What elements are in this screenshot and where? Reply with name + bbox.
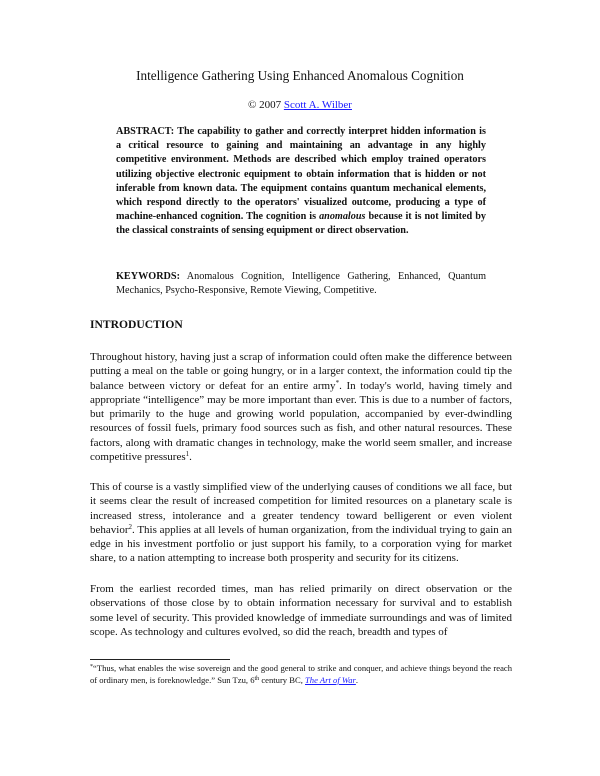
footnote-marker: * — [90, 664, 93, 670]
keywords-text: Anomalous Cognition, Intelligence Gathering, Enhanced, Quantum Mechanics, Psycho-Responsive, Remote Viewing, Competitive. — [116, 271, 487, 297]
footnote-ref-2[interactable]: 2 — [128, 522, 132, 531]
paragraph-1-end: . — [189, 451, 192, 464]
copyright: © 2007 — [248, 99, 282, 111]
author-link[interactable]: Scott A. Wilber — [283, 99, 352, 111]
section-heading-introduction: INTRODUCTION — [90, 318, 183, 331]
keywords — [116, 270, 486, 298]
footnote-divider — [90, 659, 230, 660]
abstract-text: The capability to gather and correctly interpret hidden information is a critical resource to gaining and maintaining an advantage in any highly competitive environment. Methods are described which employ trained operators utilizing objective electronic equipment to obtain information that is hidden or not inferable from known data. The equipment contains quantum mechanical elements, which respond directly to the operators' visualized outcome, producing a type of machine-enhanced cognition. The cognition is — [116, 126, 486, 223]
abstract — [116, 125, 486, 239]
paragraph-1 — [90, 350, 512, 464]
abstract-emphasis: anomalous — [319, 211, 366, 223]
abstract-label: ABSTRACT: — [116, 126, 175, 137]
footnote-ref-1[interactable]: 1 — [185, 450, 190, 459]
footnote — [90, 662, 512, 686]
footnote-ordinal: th — [254, 676, 260, 682]
paragraph-2 — [90, 480, 512, 566]
paper-title: Intelligence Gathering Using Enhanced Anomalous Cognition — [136, 68, 464, 83]
paragraph-1-text-cont: . In today's world, having timely and appropriate “intelligence” may be more important than ever. This is due to a number of factors, but primarily to the huge and growing world population, accompanied by ever-dwindling resources of fossil fuels, primary food sources such as fish, and other natural resources. These factors, along with dramatic changes in technology, make the world seem smaller, and increase competitive pressures — [90, 379, 512, 464]
paragraph-2-text-cont: . This applies at all levels of human organization, from the individual trying to gain an edge in his investment portfolio or just support his family, to a corporation vying for market share, to a nation attempting to increase both prosperity and security for its citizens. — [90, 523, 512, 565]
footnote-text-cont: century BC, — [259, 675, 306, 685]
paragraph-3: From the earliest recorded times, man has relied primarily on direct observation or the observations of those close by to obtain information necessary for survival and to establish some level of security. This provided knowledge of immediate surroundings and was of limited scope. As technology and cultures evolved, so did the reach, breadth and types of — [90, 583, 512, 638]
paragraph-2-text: This of course is a vastly simplified view of the underlying causes of conditions we all face, but it seems clear the result of increased competition for limited resources on a planetary scale is increased stress, intolerance and a greater tendency toward belligerent or even violent behavior — [90, 481, 512, 536]
footnote-ref-star[interactable]: * — [335, 378, 340, 387]
byline — [0, 99, 600, 111]
footnote-text: “Thus, what enables the wise sovereign and the good general to strike and conquer, and achieve things beyond the reach of ordinary men, is foreknowledge.” Sun Tzu, 6 — [90, 663, 512, 685]
paragraph-1-text: Throughout history, having just a scrap of information could often make the difference between putting a meal on the table or going hungry, or in a larger context, the information could tip the balance between victory or defeat for an entire army — [90, 351, 512, 392]
art-of-war-link[interactable]: The Art of War — [305, 675, 356, 685]
abstract-text-end: because it is not limited by the classical constraints of sensing equipment or direct observation. — [116, 211, 486, 237]
footnote-end: . — [355, 675, 359, 685]
keywords-label: KEYWORDS: — [116, 271, 180, 282]
